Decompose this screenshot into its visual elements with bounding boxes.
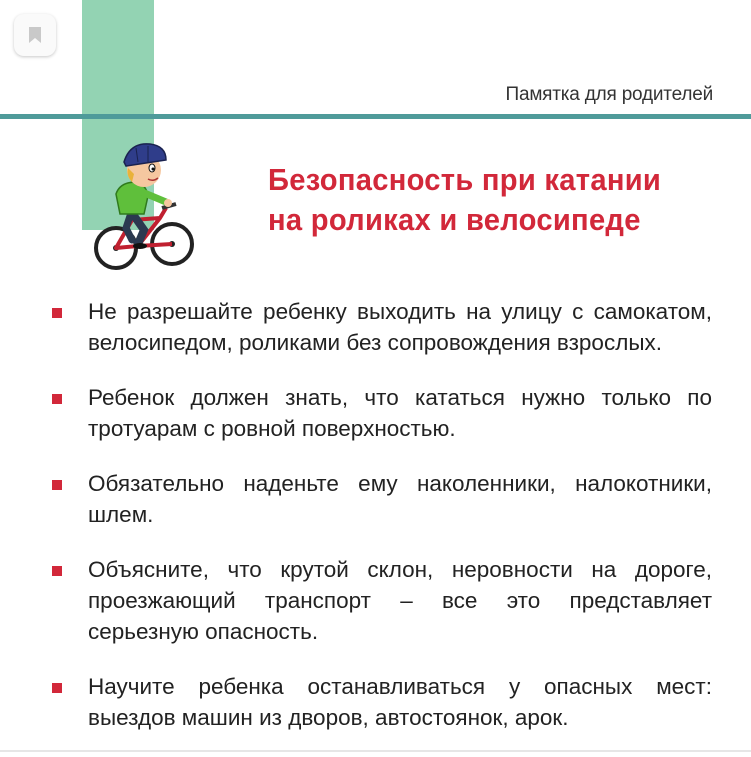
list-item — [42, 671, 712, 733]
bullet-marker — [52, 683, 62, 693]
child-on-bicycle-icon — [86, 136, 198, 276]
bullet-marker — [52, 566, 62, 576]
list-item-text: Объясните, что крутой склон, неровности на дороге, проезжающий транспорт – все это представляет серьезную опасность. — [88, 557, 712, 644]
list-item — [42, 554, 712, 647]
header-label: Памятка для родителей — [505, 84, 713, 105]
title-line-2: на роликах и велосипеде — [268, 202, 641, 237]
list-item — [42, 382, 712, 444]
list-item — [42, 468, 712, 530]
bullet-marker — [52, 308, 62, 318]
list-item-text: Не разрешайте ребенку выходить на улицу с самокатом, велосипедом, роликами без сопровождения взрослых. — [88, 299, 712, 355]
header-rule — [0, 114, 751, 119]
bullet-marker — [52, 480, 62, 490]
page-title — [268, 160, 700, 240]
bookmark-button[interactable] — [14, 14, 56, 56]
safety-tips-list — [42, 296, 712, 757]
bookmark-icon — [28, 26, 42, 44]
list-item — [42, 296, 712, 358]
title-line-1: Безопасность при катании — [268, 162, 662, 197]
list-item-text: Обязательно наденьте ему наколенники, налокотники, шлем. — [88, 471, 712, 527]
list-item-text: Научите ребенка останавливаться у опасных мест: выездов машин из дворов, автостоянок, арок. — [88, 674, 712, 730]
bullet-marker — [52, 394, 62, 404]
list-item-text: Ребенок должен знать, что кататься нужно только по тротуарам с ровной поверхностью. — [88, 385, 712, 441]
